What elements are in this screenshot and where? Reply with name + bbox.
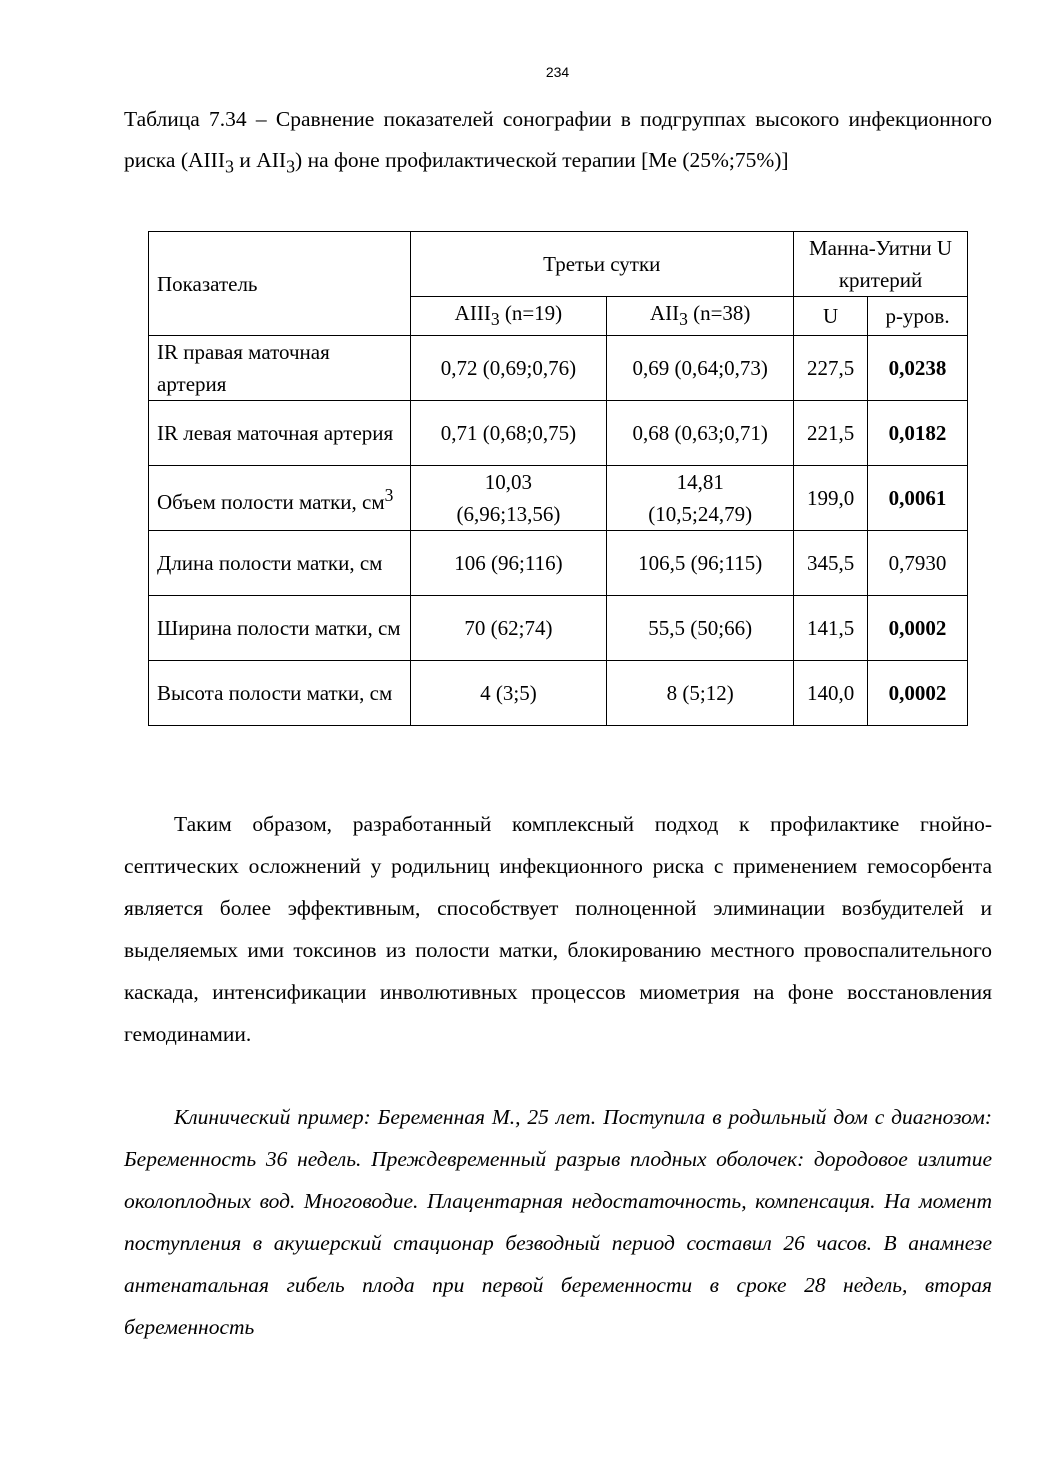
cell-group1: 0,72 (0,69;0,76): [410, 336, 607, 401]
cell-group2: 106,5 (96;115): [607, 531, 794, 596]
cell-u: 199,0: [794, 466, 868, 531]
caption-subscript-1: 3: [225, 156, 234, 177]
cell-u: 221,5: [794, 401, 868, 466]
conclusion-paragraph: Таким образом, разработанный комплексный подход к профилактике гнойно-септических осложнений у родильниц инфекционного риска с применением гемосорбента является более эффективным, способствует полноценной элиминации возбудителей и выделяемых ими токсинов из полости матки, блокированию местного провоспалительного каскада, интенсификации инволютивных процессов миометрия на фоне восстановления гемодинамии.: [124, 812, 992, 1046]
cell-group2: 0,69 (0,64;0,73): [607, 336, 794, 401]
table-caption: [124, 99, 992, 187]
header-group-aiii3: $AIII_3$ (n=19): [410, 297, 607, 336]
table-row: [149, 661, 968, 726]
cell-group2: 55,5 (50;66): [607, 596, 794, 661]
cell-group1: 106 (96;116): [410, 531, 607, 596]
caption-suffix: ) на фоне профилактической терапии [Me (25%;75%)]: [295, 148, 789, 172]
cell-p: 0,0002: [868, 661, 968, 726]
cell-p: 0,0238: [868, 336, 968, 401]
page-number: 234: [545, 64, 570, 80]
table-row: [149, 466, 968, 531]
header-period: Третьи сутки: [410, 232, 794, 297]
cell-indicator: Объем полости матки, $см^3$: [149, 466, 411, 531]
caption-subscript-2: 3: [286, 156, 296, 177]
table-row: [149, 531, 968, 596]
header-p-level: p-уров.: [868, 297, 968, 336]
cell-indicator: Высота полости матки, см: [149, 661, 411, 726]
cell-u: 227,5: [794, 336, 868, 401]
cell-p: 0,0002: [868, 596, 968, 661]
cell-indicator: Ширина полости матки, см: [149, 596, 411, 661]
table-row: [149, 401, 968, 466]
cell-group1: 70 (62;74): [410, 596, 607, 661]
cell-u: 141,5: [794, 596, 868, 661]
caption-middle: и AII: [233, 148, 287, 172]
header-u: U: [794, 297, 868, 336]
cell-p: 0,0061: [868, 466, 968, 531]
header-indicator: Показатель: [149, 232, 411, 336]
cell-indicator: IR левая маточная артерия: [149, 401, 411, 466]
table-row: [149, 596, 968, 661]
cell-u: 345,5: [794, 531, 868, 596]
header-row-1: [149, 232, 968, 297]
header-mann-whitney: Манна-Уитни U критерий: [794, 232, 968, 297]
cell-indicator: Длина полости матки, см: [149, 531, 411, 596]
cell-u: 140,0: [794, 661, 868, 726]
clinical-example-paragraph: Клинический пример: Беременная М., 25 лет. Поступила в родильный дом с диагнозом: Беременность 36 недель. Преждевременный разрыв плодных оболочек: дородовое излитие околоплодных вод. Многоводие. Плацентарная недостаточность, компенсация. На момент поступления в акушерский стационар безводный период составил 26 часов. В анамнезе антенатальная гибель плода при первой беременности в сроке 28 недель, вторая беременность: [124, 1105, 992, 1339]
cell-group2: 14,81 (10,5;24,79): [607, 466, 794, 531]
cell-group1: 4 (3;5): [410, 661, 607, 726]
table-row: [149, 336, 968, 401]
cell-group1: 0,71 (0,68;0,75): [410, 401, 607, 466]
cell-group2: 0,68 (0,63;0,71): [607, 401, 794, 466]
cell-indicator: IR правая маточная артерия: [149, 336, 411, 401]
cell-p: 0,0182: [868, 401, 968, 466]
cell-p: 0,7930: [868, 531, 968, 596]
cell-group2: 8 (5;12): [607, 661, 794, 726]
caption-prefix: Таблица 7.34 – Сравнение показателей сонографии в подгруппах высокого инфекционного риска (AIII: [124, 107, 992, 172]
cell-group1: 10,03 (6,96;13,56): [410, 466, 607, 531]
sonography-comparison-table: [148, 231, 968, 726]
header-group-aii3: $AII_3$ (n=38): [607, 297, 794, 336]
